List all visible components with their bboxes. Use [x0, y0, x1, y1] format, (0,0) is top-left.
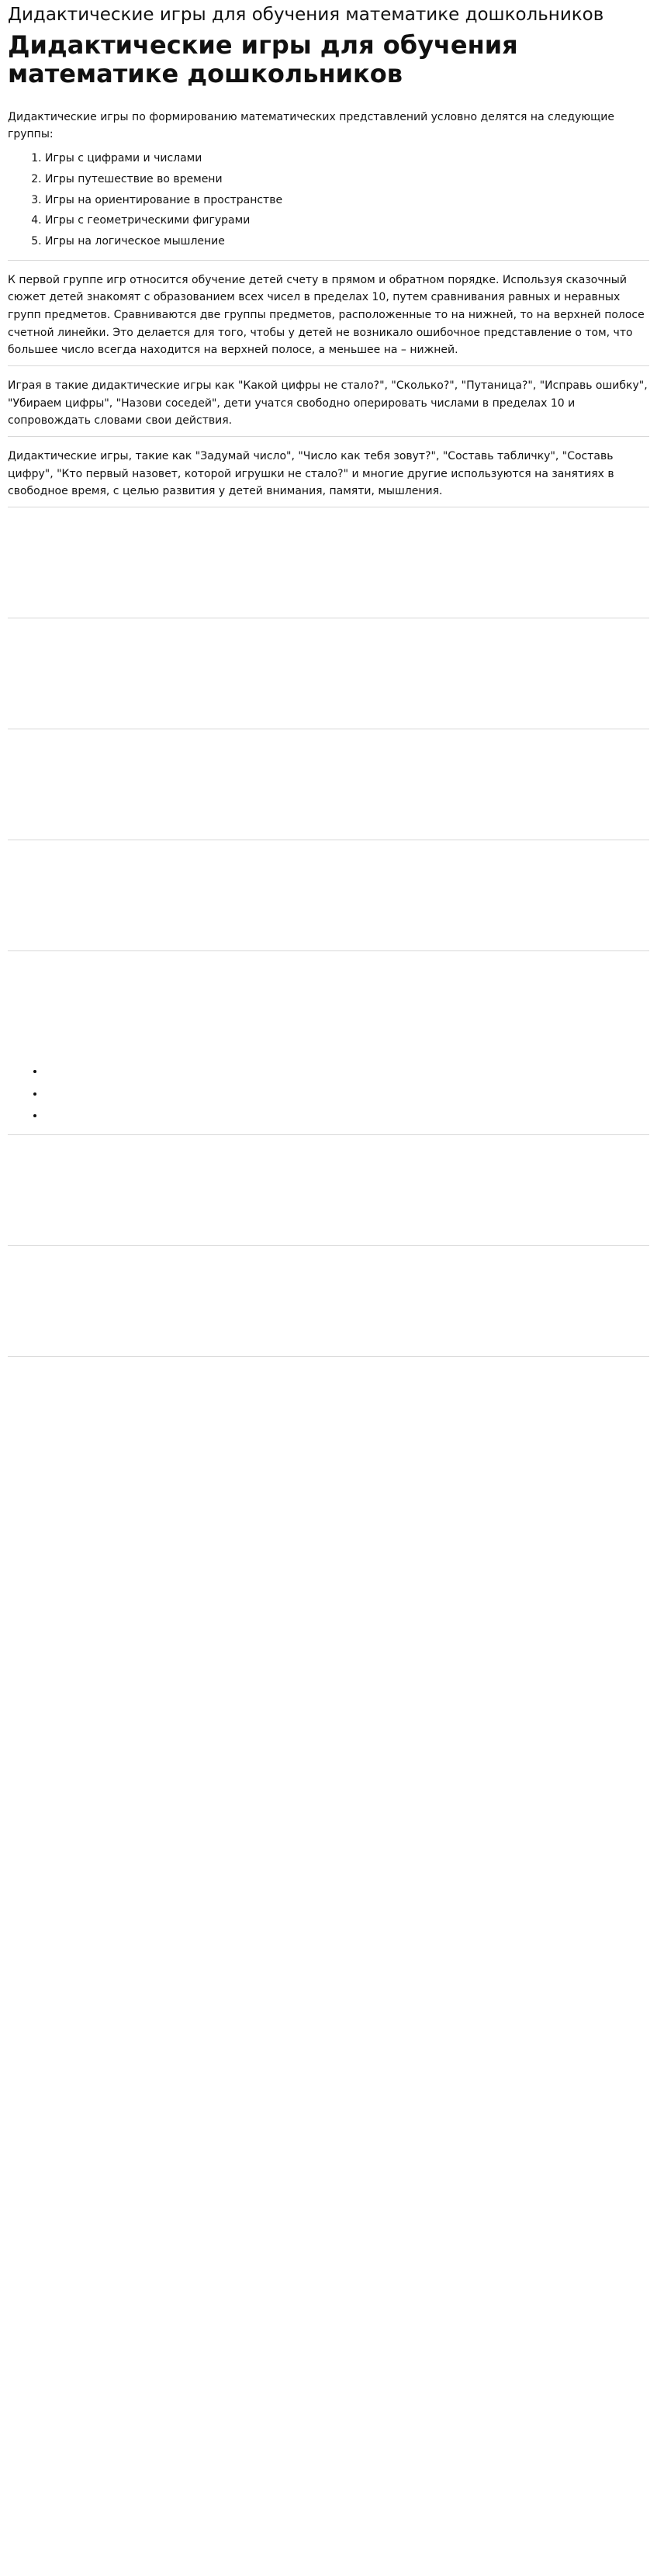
paragraph: [8, 740, 649, 833]
paragraph: [8, 518, 649, 611]
paragraph: [8, 851, 649, 944]
divider: [8, 436, 649, 437]
paragraph: [8, 1146, 649, 1239]
list-item: 4. Игры с геометрическими фигурами: [45, 212, 649, 230]
list-item: 3. Игры на ориентирование в пространстве: [45, 192, 649, 209]
list-item: [45, 1085, 649, 1103]
paragraph: [8, 962, 649, 1055]
list-item: 2. Игры путешествие во времени: [45, 171, 649, 189]
intro-paragraph: Дидактические игры по формированию математических представлений условно делятся на следующие группы:: [8, 110, 615, 141]
paragraph: [8, 629, 649, 722]
list-item: 5. Игры на логическое мышление: [45, 233, 649, 251]
divider: [8, 950, 649, 951]
divider: [8, 260, 649, 261]
divider: [8, 1245, 649, 1246]
list-item: 1. Игры с цифрами и числами: [45, 150, 649, 168]
paragraph: [8, 1368, 649, 1461]
game-groups-list: [8, 150, 649, 250]
paragraph: К первой группе игр относится обучение детей счету в прямом и обратном порядке. Используя сказочный сюжет детей знакомят с образованием всех чисел в пределах 10, путем сравнивания равных и неравных групп предметов. Сравниваются две группы предметов, расположенные то на нижней, то на верхней полосе счетной линейки. Это делается для того, чтобы у детей не возникало ошибочное представление о том, что большее число всегда находится на верхней полосе, а меньшее на – нижней.: [8, 273, 645, 357]
article-title: Дидактические игры для обучения математике дошкольников: [8, 29, 518, 88]
page-header-title: Дидактические игры для обучения математике дошкольников: [8, 5, 604, 25]
mosaic-task-list: [8, 1063, 649, 1125]
list-item: [45, 1107, 649, 1125]
divider: [8, 1356, 649, 1357]
divider: [8, 365, 649, 366]
list-item: [45, 1063, 649, 1081]
paragraph: Играя в такие дидактические игры как "Какой цифры не стало?", "Сколько?", "Путаница?", "Исправь ошибку", "Убираем цифры", "Назови соседей", дети учатся свободно оперировать числами в пределах 10 и сопровождать словами свои действия.: [8, 379, 648, 428]
paragraph: [8, 1257, 649, 1350]
paragraph: Дидактические игры, такие как "Задумай число", "Число как тебя зовут?", "Составь табличку", "Составь цифру", "Кто первый назовет, которой игрушки не стало?" и многие другие используются на занятиях в свободное время, с целью развития у детей внимания, памяти, мышления.: [8, 449, 614, 498]
divider: [8, 1134, 649, 1135]
